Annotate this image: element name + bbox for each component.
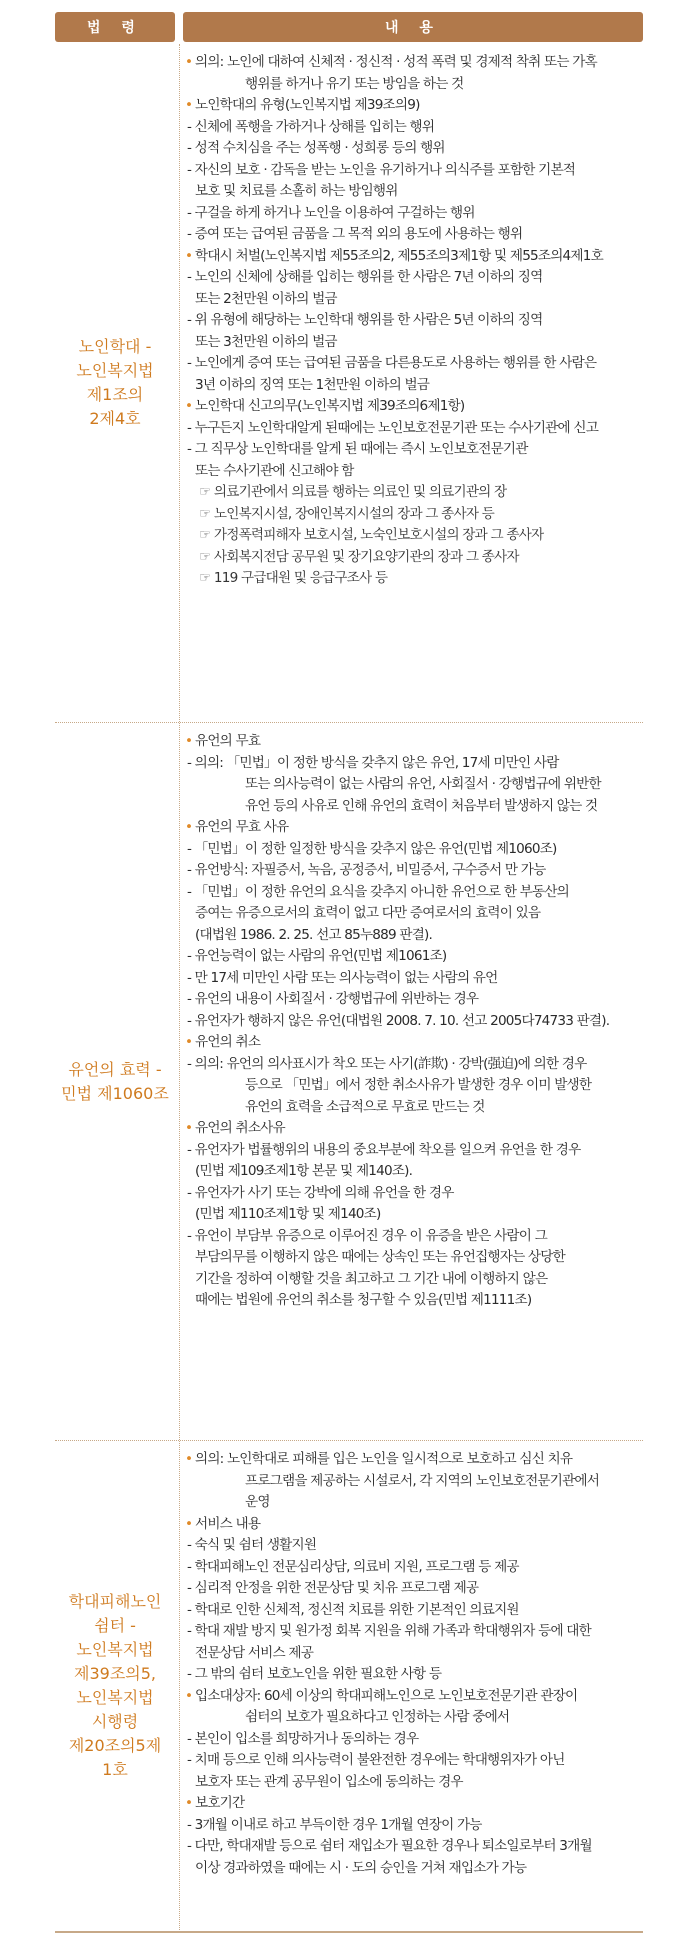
content-line: • 노인학대 신고의무(노인복지법 제39조의6제1항)	[183, 396, 643, 418]
content-line: 또는 2천만원 이하의 벌금	[195, 290, 337, 307]
content-line: • 노인학대의 유형(노인복지법 제39조의9)	[183, 95, 643, 117]
content-line: • 입소대상자: 60세 이상의 학대피해노인으로 노인보호전문기관 관장이	[183, 1686, 643, 1708]
table-row	[55, 1441, 643, 1930]
content-line: 프로그램을 제공하는 시설로서, 각 지역의 노인보호전문기관에서	[245, 1472, 600, 1489]
column-divider	[179, 44, 180, 722]
content-line: 때에는 법원에 유언의 취소를 청구할 수 있음(민법 제1111조)	[195, 1292, 532, 1308]
content-line: ☞ 노인복지시설, 장애인복지시설의 장과 그 종사자 등	[183, 504, 643, 526]
content-line: - 증여 또는 급여된 금품을 그 목적 외의 용도에 사용하는 행위	[187, 226, 523, 242]
content-line: - 3개월 이내로 하고 부득이한 경우 1개월 연장이 가능	[187, 1816, 482, 1833]
content-line: 증여는 유증으로서의 효력이 없고 다만 증여로서의 효력이 있음	[195, 905, 541, 921]
content-line: - 심리적 안정을 위한 전문상담 및 치유 프로그램 제공	[187, 1580, 479, 1596]
content-line: ☞ 의료기관에서 의료를 행하는 의료인 및 의료기관의 장	[183, 482, 643, 504]
content-line: - 학대로 인한 신체적, 정신적 치료를 위한 기본적인 의료지원	[187, 1601, 519, 1618]
content-line: • 유언의 무효	[183, 731, 643, 753]
content-line: - 자신의 보호 · 감독을 받는 노인을 유기하거나 의식주를 포함한 기본적	[187, 161, 576, 178]
content-cell	[183, 731, 643, 1312]
content-line: • 보호기간	[183, 1793, 643, 1815]
content-line: - 치매 등으로 인해 의사능력이 불완전한 경우에는 학대행위자가 아닌	[187, 1752, 565, 1768]
content-line: 쉼터의 보호가 필요하다고 인정하는 사람 중에서	[245, 1709, 510, 1725]
content-line: - 그 밖의 쉼터 보호노인을 위한 필요한 사항 등	[187, 1666, 442, 1682]
content-line: 이상 경과하였을 때에는 시 · 도의 승인을 거쳐 재입소가 가능	[195, 1859, 527, 1876]
content-line: 기간을 정하여 이행할 것을 최고하고 그 기간 내에 이행하지 않은	[195, 1270, 548, 1287]
content-line: - 성적 수치심을 주는 성폭행 · 성희롱 등의 행위	[187, 140, 445, 156]
content-line: - 노인에게 증여 또는 급여된 금품을 다른용도로 사용하는 행위를 한 사람은	[187, 355, 597, 371]
content-line: - 유언방식: 자필증서, 녹음, 공정증서, 비밀증서, 구수증서 만 가능	[187, 862, 546, 878]
content-line: - 구걸을 하게 하거나 노인을 이용하여 구걸하는 행위	[187, 204, 475, 221]
content-line: 보호 및 치료를 소홀히 하는 방임행위	[195, 183, 398, 199]
content-line: - 의의: 유언의 의사표시가 착오 또는 사기(詐欺) · 강박(强迫)에 의한 경우	[187, 1055, 587, 1072]
content-line: - 의의: 「민법」이 정한 방식을 갖추지 않은 유언, 17세 미만인 사람	[187, 754, 559, 771]
content-line: - 그 직무상 노인학대를 알게 된 때에는 즉시 노인보호전문기관	[187, 441, 528, 457]
table-row	[55, 723, 643, 1440]
content-line: - 위 유형에 해당하는 노인학대 행위를 한 사람은 5년 이하의 징역	[187, 312, 543, 328]
content-line: - 유언자가 행하지 않은 유언(대법원 2008. 7. 10. 선고 2005다74733 판결).	[187, 1012, 610, 1029]
law-cell-text: 노인학대 - 노인복지법 제1조의 2제4호	[76, 337, 154, 428]
content-line: - 유언의 내용이 사회질서 · 강행법규에 위반하는 경우	[187, 991, 479, 1007]
content-line: 행위를 하거나 유기 또는 방임을 하는 것	[245, 75, 464, 92]
content-line: 또는 의사능력이 없는 사람의 유언, 사회질서 · 강행법규에 위반한	[245, 776, 601, 792]
content-line: ☞ 사회복지전담 공무원 및 장기요양기관의 장과 그 종사자	[183, 547, 643, 569]
content-line: (민법 제110조제1항 및 제140조)	[195, 1206, 381, 1222]
content-cell	[183, 52, 643, 590]
content-line: 운영	[245, 1494, 270, 1510]
content-line: 또는 수사기관에 신고해야 함	[195, 462, 354, 479]
content-line: 또는 3천만원 이하의 벌금	[195, 333, 337, 350]
content-line: • 의의: 노인에 대하여 신체적 · 정신적 · 성적 폭력 및 경제적 착취 또는 가혹	[183, 52, 643, 74]
content-line: - 다만, 학대재발 등으로 쉼터 재입소가 필요한 경우나 퇴소일로부터 3개월	[187, 1838, 592, 1854]
content-line: - 노인의 신체에 상해를 입히는 행위를 한 사람은 7년 이하의 징역	[187, 269, 543, 285]
content-line: - 유언자가 법률행위의 내용의 중요부분에 착오를 일으켜 유언을 한 경우	[187, 1141, 581, 1158]
table-bottom-border	[55, 1931, 643, 1933]
content-cell	[183, 1449, 643, 1879]
content-line: - 학대피해노인 전문심리상담, 의료비 지원, 프로그램 등 제공	[187, 1558, 519, 1575]
header-law: 법 령	[55, 12, 175, 42]
content-line: - 유언이 부담부 유증으로 이루어진 경우 이 유증을 받은 사람이 그	[187, 1227, 547, 1244]
content-line: 부담의무를 이행하지 않은 때에는 상속인 또는 유언집행자는 상당한	[195, 1249, 565, 1265]
content-line: 유언의 효력을 소급적으로 무효로 만드는 것	[245, 1098, 485, 1115]
content-line: 3년 이하의 징역 또는 1천만원 이하의 벌금	[195, 376, 430, 393]
law-cell	[55, 723, 175, 1440]
content-line: ☞ 가정폭력피해자 보호시설, 노숙인보호시설의 장과 그 종사자	[183, 525, 643, 547]
content-line: - 신체에 폭행을 가하거나 상해를 입히는 행위	[187, 118, 435, 135]
content-line: - 만 17세 미만인 사람 또는 의사능력이 없는 사람의 유언	[187, 969, 498, 986]
content-line: (대법원 1986. 2. 25. 선고 85누889 판결).	[195, 926, 433, 943]
table-row	[55, 44, 643, 722]
content-line: ☞ 119 구급대원 및 응급구조사 등	[183, 568, 643, 590]
content-line: - 유언자가 사기 또는 강박에 의해 유언을 한 경우	[187, 1184, 454, 1201]
content-line: • 유언의 무효 사유	[183, 817, 643, 839]
content-line: • 유언의 취소	[183, 1032, 643, 1054]
content-line: - 「민법」이 정한 유언의 요식을 갖추지 아니한 유언으로 한 부동산의	[187, 883, 570, 900]
law-cell	[55, 44, 175, 722]
header-content: 내 용	[183, 12, 643, 42]
content-line: 보호자 또는 관계 공무원이 입소에 동의하는 경우	[195, 1773, 463, 1790]
content-line: • 서비스 내용	[183, 1514, 643, 1536]
content-line: - 본인이 입소를 희망하거나 동의하는 경우	[187, 1730, 419, 1747]
content-line: - 숙식 및 쉼터 생활지원	[187, 1537, 317, 1553]
content-line: • 의의: 노인학대로 피해를 입은 노인을 일시적으로 보호하고 심신 치유	[183, 1449, 643, 1471]
law-cell-text: 유언의 효력 - 민법 제1060조	[61, 1059, 169, 1103]
content-line: - 유언능력이 없는 사람의 유언(민법 제1061조)	[187, 948, 447, 964]
content-line: • 학대시 처벌(노인복지법 제55조의2, 제55조의3제1항 및 제55조의4제1호	[183, 246, 643, 268]
column-divider	[179, 723, 180, 1440]
law-cell	[55, 1441, 175, 1930]
content-line: - 학대 재발 방지 및 원가정 회복 지원을 위해 가족과 학대행위자 등에 대한	[187, 1623, 591, 1639]
content-line: 등으로 「민법」에서 정한 취소사유가 발생한 경우 이미 발생한	[245, 1077, 592, 1093]
law-cell-text: 학대피해노인 쉼터 - 노인복지법 제39조의5, 노인복지법 시행령 제20조의5제 1호	[68, 1591, 162, 1779]
content-line: (민법 제109조제1항 본문 및 제140조).	[195, 1163, 413, 1179]
content-line: 전문상담 서비스 제공	[195, 1644, 314, 1661]
column-divider	[179, 1441, 180, 1930]
content-line: 유언 등의 사유로 인해 유언의 효력이 처음부터 발생하지 않는 것	[245, 797, 598, 814]
content-line: • 유언의 취소사유	[183, 1118, 643, 1140]
content-line: - 누구든지 노인학대알게 된때에는 노인보호전문기관 또는 수사기관에 신고	[187, 419, 599, 436]
content-line: - 「민법」이 정한 일정한 방식을 갖추지 않은 유언(민법 제1060조)	[187, 840, 557, 857]
